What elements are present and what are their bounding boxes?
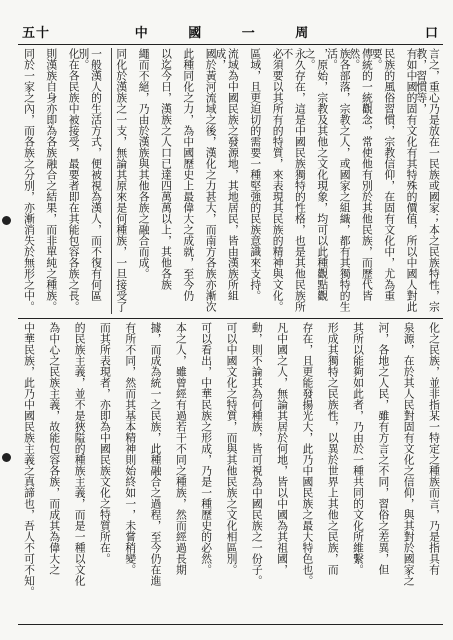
page-header [18,20,443,42]
text-column: 永久存在，這是中國民族獨特的性格，也是其他民族所不 [281,48,307,312]
text-column: 的民族主義，並不是狹隘的種族主義，而是一種以文化 [73,322,87,586]
text-column: 動，則不論其為何種族，皆可視為中國民族之一份子。 [250,322,264,586]
text-column: 河，各地之人民，雖有方言之不同，習俗之差異，但 [377,322,391,575]
text-column: 區域，且更迫切的需要一種堅強的民族意識來支持。 [249,48,263,301]
lower-text-block [22,322,440,620]
text-column: 傳統的一統觀念，常使他有別於其他民族，而歷代皆然。 [348,48,374,301]
text-column: 而其所表現者，亦即為中國民族文化之特質所在。 [98,322,112,564]
text-column: 繩而不絕，乃由於漢族與其他各族之融合而成。 [137,48,151,279]
text-column: 中華民族，此乃中國民族主義之真諦也，吾人不可不知。 [23,322,36,597]
text-column: 凡中國之人，無論其居於何地，皆以中國為其祖國， [276,322,290,575]
text-column: 本之人，雖曾經有過若干不同之種族，然而經過長期 [174,322,188,575]
journal-title: 中 國 一 周 [134,26,327,41]
text-column: 化之民族，並非指某一特定之種族而言，乃是指具有 [428,322,441,575]
text-column: 可以中國文化之特質，而與其他民族之文化相區別。 [225,322,239,575]
text-column: 以迄今日，漢族之人口已達四萬萬以上，其他各族 [159,48,173,290]
text-column: 泉源，在於其人民對固有文化之信仰，與其對於國家之 [402,322,416,586]
text-column: 化在各民族中被接受，最要者即在其能包容各族之長。 [67,48,81,312]
text-column: 存在，且更能發揚光大，此乃中國民族之最大特色也。 [301,322,315,586]
text-column: 為中心之民族主義，故能包容各族，而成其為偉大之 [48,322,62,575]
text-column: 此種同化之力，為中國歷史上最偉大之成就，至今仍 [182,48,196,301]
text-column: 有如中國的固有文化有其特殊的價值，所以中國人對此 [405,48,419,312]
page-number: 五十 [22,26,51,41]
text-column: 同化於漢族之一支，無論其原來是何種族，一旦接受了 [111,48,127,314]
text-column: 可以看出，中華民族之形成，乃是一種歷史的必然。 [200,322,214,575]
header-mark: 口 [424,26,439,41]
text-column: 民族的風俗習慣，宗教信仰，在固有文化中，尤為重要。 [370,48,397,301]
footer-rule [18,624,443,625]
upper-text-block [22,48,440,314]
text-column: 有所不同，然而其基本精神則始終如一，未嘗稍變。 [124,322,138,575]
section-divider [18,318,443,319]
binding-hole [2,216,11,225]
text-column: 據，而成為統一之民族，此種融合之過程，至今仍在進 [149,322,163,586]
text-column: 言之，重心乃是放在一民族或國家；本之民族特性，宗教，習慣等， [415,48,441,312]
text-column: 其所以能夠如此者，乃由於一種共同的文化所維繫。 [352,322,366,575]
text-column: 一般漢人的生活方式，便被視為漢人，而不復有何區別。 [77,48,103,301]
header-rule [18,44,443,45]
text-column: 必須要以其所有的特質，來表現其民族的精神與文化。 [271,48,285,312]
text-column: 族各部落，宗教之人，或國家之組織，都有其獨特的生活。 [326,48,352,312]
text-column: 則漢族自身亦即為各族融合之結果，而非單純之種族。 [45,48,59,312]
text-column: 形成其獨特之民族性，以異於世界上其他之民族，而 [326,322,340,575]
text-column: 流域為中國民族之發源地，其地居民，皆由漢族所組成， [214,48,240,301]
binding-hole [2,453,11,462]
text-column: 國於黃河流域之後，漢化之力甚大，而南方各族亦漸次 [204,48,218,312]
text-column: 同於一家之內，而各族之分別，亦漸消失於無形之中。 [23,48,36,312]
text-column: ，原始，宗教及其他之文化現象，均可以此種觀點觀之。 [303,48,330,301]
